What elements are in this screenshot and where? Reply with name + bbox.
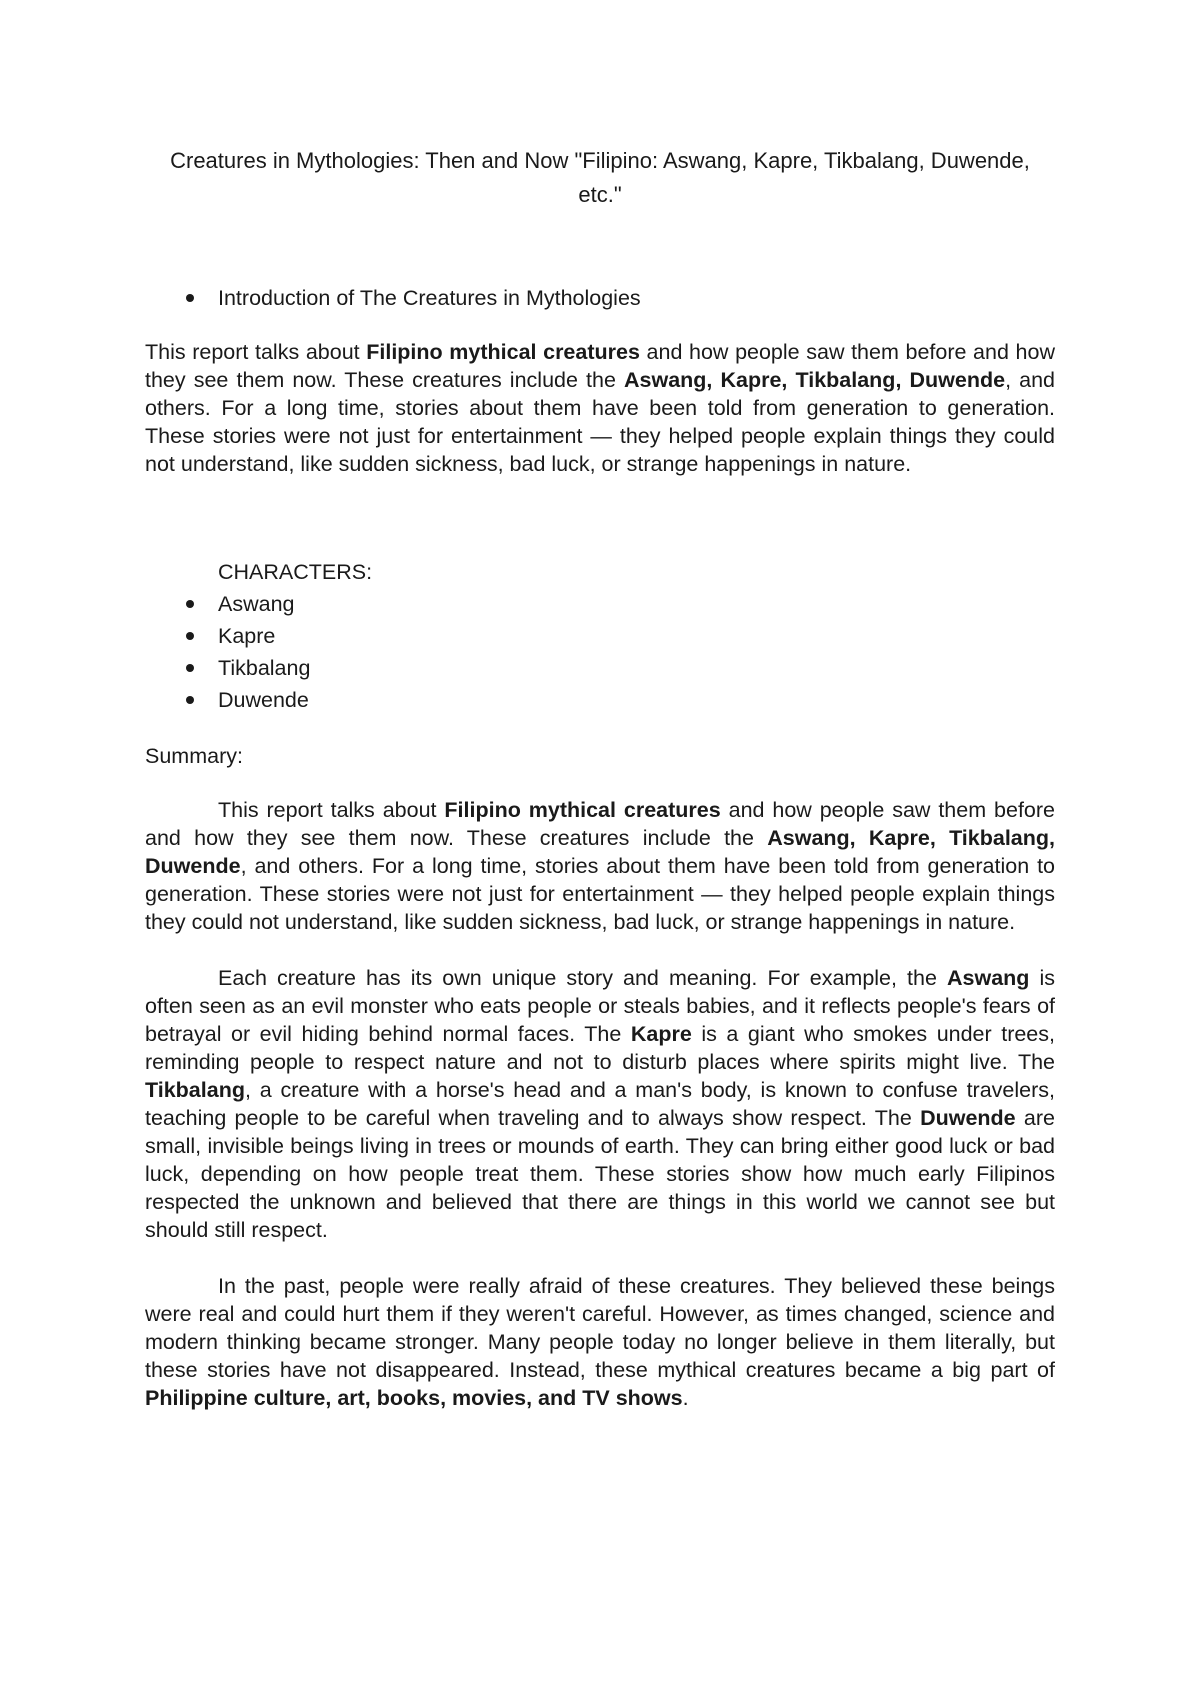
summary1-bold-2: Aswang, Kapre, Tikbalang, Duwende <box>145 826 1056 878</box>
summary-paragraph-1 <box>145 796 1055 936</box>
character-label: Aswang <box>218 592 295 616</box>
intro-bold-1: Filipino mythical creatures <box>366 340 640 364</box>
intro-list <box>145 282 1055 314</box>
summary1-text-2: and how people saw them before and how they see them now. These creatures include the <box>145 798 1055 850</box>
intro-paragraph <box>145 338 1055 478</box>
intro-bullet-item <box>145 282 1055 314</box>
summary2-bold-tikbalang: Tikbalang <box>145 1078 245 1102</box>
bullet-icon <box>186 696 194 704</box>
intro-text-3: , and others. For a long time, stories about them have been told from generation to generation. These stories were not just for entertainment — they helped people explain things they could not understand, like sudden sickness, bad luck, or strange happenings in nature. <box>145 368 1055 476</box>
summary2-text-2: is often seen as an evil monster who eats people or steals babies, and it reflects people's fears of betrayal or evil hiding behind normal faces. The <box>145 966 1056 1046</box>
intro-text-1: This report talks about <box>145 340 367 364</box>
summary2-bold-duwende: Duwende <box>920 1106 1016 1130</box>
intro-text-2: and how people saw them before and how they see them now. These creatures include the <box>145 340 1055 392</box>
document-body <box>145 282 1055 1412</box>
bullet-icon <box>186 600 194 608</box>
intro-bold-2: Aswang, Kapre, Tikbalang, Duwende <box>624 368 1006 392</box>
characters-heading: CHARACTERS: <box>218 560 373 584</box>
summary1-bold-1: Filipino mythical creatures <box>444 798 721 822</box>
summary3-text-1: In the past, people were really afraid of these creatures. They believed these beings were real and could hurt them if they weren't careful. However, as times changed, science and modern thinking became stronger. Many people today no longer believe in them literally, but these stories have not disappeared. Instead, these mythical creatures became a big part of <box>145 1274 1055 1382</box>
summary3-bold-1: Philippine culture, art, books, movies, and TV shows <box>145 1386 683 1410</box>
character-item-kapre <box>145 620 1055 652</box>
summary2-bold-kapre: Kapre <box>630 1022 692 1046</box>
character-label: Tikbalang <box>218 656 311 680</box>
summary3-text-2: . <box>682 1386 689 1410</box>
summary2-text-5: are small, invisible beings living in trees or mounds of earth. They can bring either good luck or bad luck, depending on how people treat them. These stories show how much early Filipinos respected the unknown and believed that there are things in this world we cannot see but should still respect. <box>145 1106 1055 1242</box>
summary-label: Summary: <box>145 744 243 768</box>
summary2-text-3: is a giant who smokes under trees, reminding people to respect nature and not to disturb places where spirits might live. The <box>145 1022 1055 1074</box>
summary2-text-1: Each creature has its own unique story and meaning. For example, the <box>218 966 947 990</box>
character-item-aswang <box>145 588 1055 620</box>
summary2-bold-aswang: Aswang <box>946 966 1030 990</box>
summary-paragraph-2 <box>145 964 1055 1244</box>
document-title: Creatures in Mythologies: Then and Now "Filipino: Aswang, Kapre, Tikbalang, Duwende, etc." <box>170 148 1030 207</box>
character-item-duwende <box>145 684 1055 716</box>
bullet-icon <box>186 664 194 672</box>
characters-list <box>145 588 1055 716</box>
bullet-icon <box>186 294 194 302</box>
character-item-tikbalang <box>145 652 1055 684</box>
character-label: Kapre <box>218 624 276 648</box>
bullet-icon <box>186 632 194 640</box>
summary2-text-4: , a creature with a horse's head and a man's body, is known to confuse travelers, teaching people to be careful when traveling and to always show respect. The <box>145 1078 1055 1130</box>
summary1-text-3: , and others. For a long time, stories about them have been told from generation to generation. These stories were not just for entertainment — they helped people explain things they could not understand, like sudden sickness, bad luck, or strange happenings in nature. <box>145 854 1055 934</box>
character-label: Duwende <box>218 688 309 712</box>
intro-bullet-label: Introduction of The Creatures in Mythologies <box>218 286 641 310</box>
summary1-text-1: This report talks about <box>218 798 445 822</box>
summary-paragraph-3 <box>145 1272 1055 1412</box>
